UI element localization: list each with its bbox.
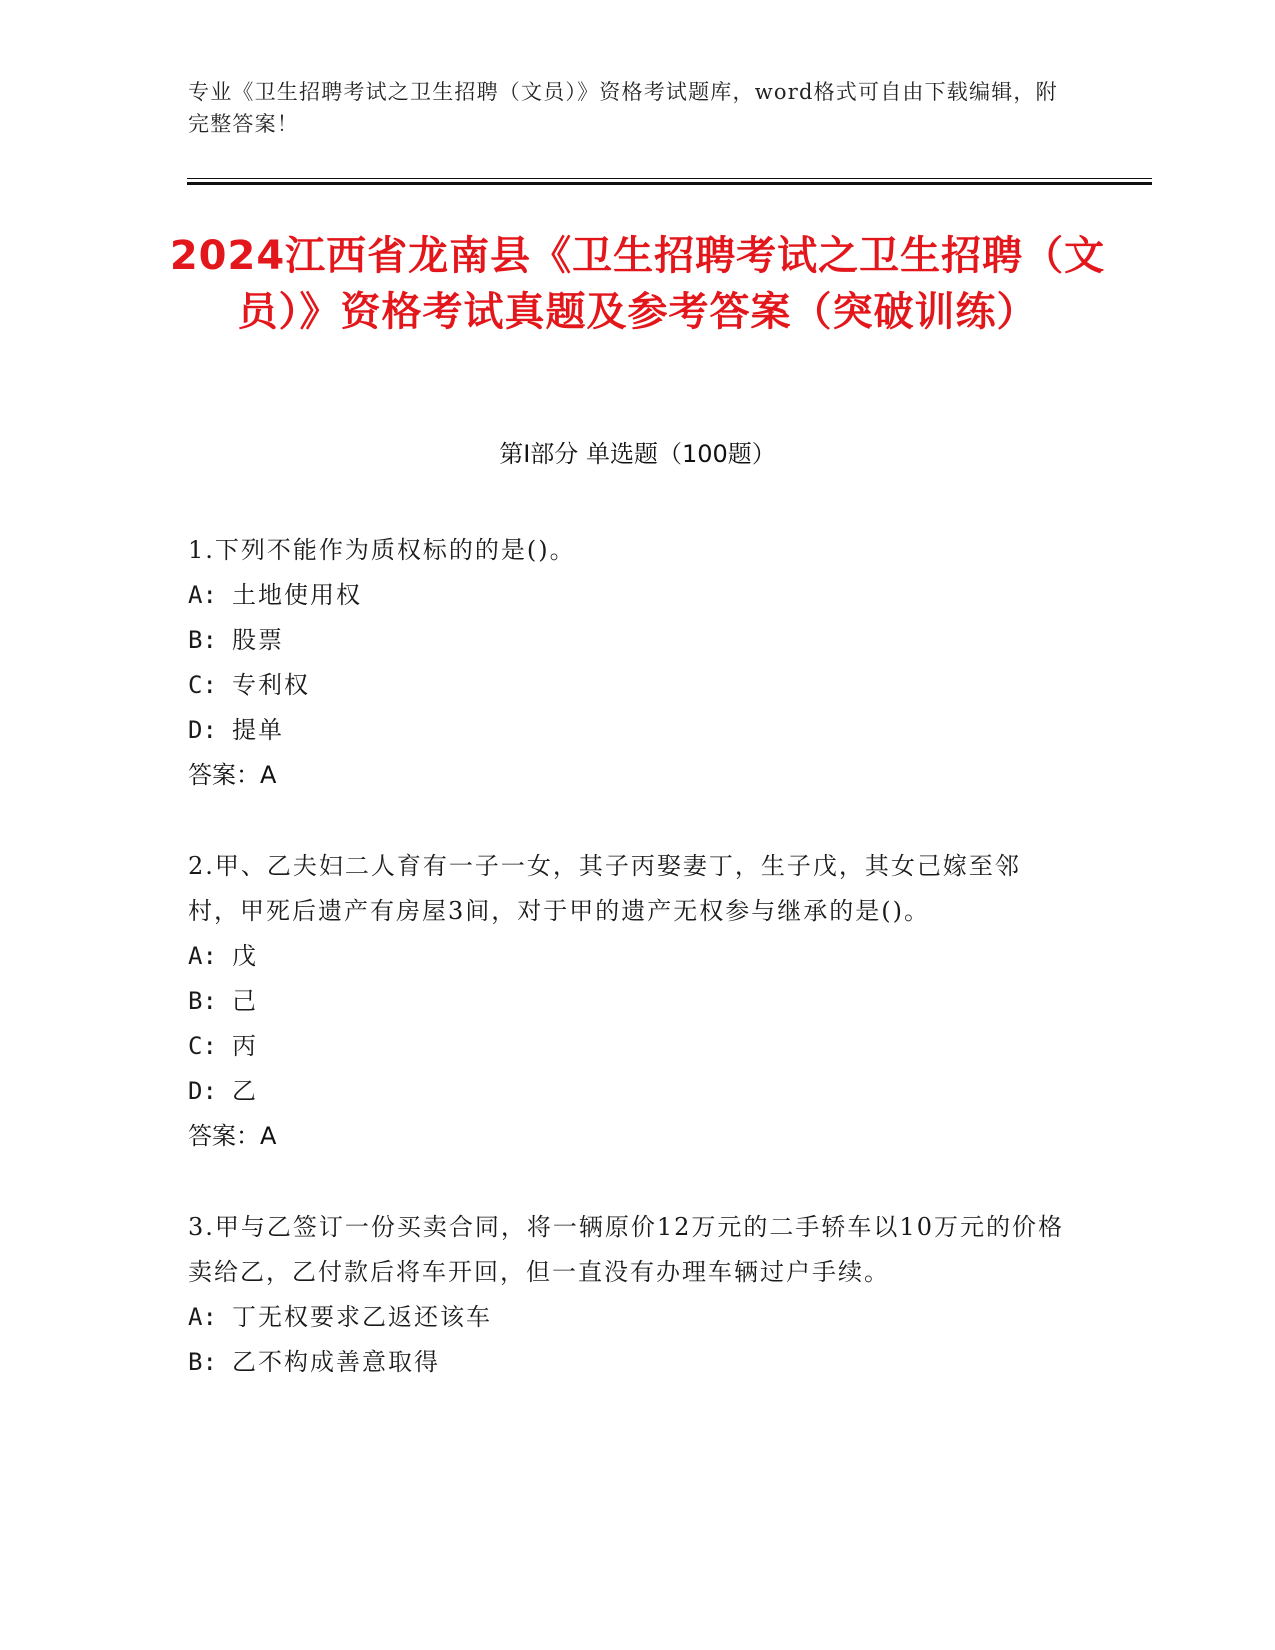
question-stem: 3.甲与乙签订一份买卖合同，将一辆原价12万元的二手轿车以10万元的价格卖给乙，乙付款后将车开回，但一直没有办理车辆过户手续。 [188, 1213, 1064, 1286]
header-note: 专业《卫生招聘考试之卫生招聘（文员）》资格考试题库，word格式可自由下载编辑，附完整答案！ [188, 80, 1058, 136]
option-text: 提单 [232, 716, 284, 744]
answer-line: 答案：A [188, 761, 277, 789]
document-title: 2024江西省龙南县《卫生招聘考试之卫生招聘（文员）》资格考试真题及参考答案（突破训练） [169, 233, 1106, 335]
option-text: 土地使用权 [232, 581, 362, 609]
option-key: B: [188, 987, 217, 1015]
option-a [188, 573, 1068, 618]
option-d [188, 1069, 1068, 1114]
header-rule-thin [187, 178, 1152, 179]
option-key: C: [188, 671, 217, 699]
option-c [188, 663, 1068, 708]
question-list [188, 528, 1068, 1431]
option-c [188, 1024, 1068, 1069]
option-text: 丙 [232, 1032, 258, 1060]
option-b [188, 1340, 1068, 1385]
option-key: A: [188, 581, 217, 609]
option-d [188, 708, 1068, 753]
option-key: C: [188, 1032, 217, 1060]
question-3 [188, 1205, 1068, 1385]
question-2 [188, 844, 1068, 1159]
header-rule-thick [187, 182, 1152, 185]
option-key: D: [188, 1077, 217, 1105]
option-text: 乙不构成善意取得 [232, 1348, 440, 1376]
question-1 [188, 528, 1068, 798]
option-text: 己 [232, 987, 258, 1015]
option-text: 丁无权要求乙返还该车 [232, 1303, 492, 1331]
option-key: A: [188, 1303, 217, 1331]
question-stem: 2.甲、乙夫妇二人育有一子一女，其子丙娶妻丁，生子戊，其女己嫁至邻村，甲死后遗产有房屋3间，对于甲的遗产无权参与继承的是()。 [188, 852, 1021, 925]
answer-line: 答案：A [188, 1122, 277, 1150]
option-a [188, 934, 1068, 979]
option-key: A: [188, 942, 217, 970]
option-text: 股票 [232, 626, 284, 654]
option-b [188, 979, 1068, 1024]
option-text: 戊 [232, 942, 258, 970]
option-a [188, 1295, 1068, 1340]
option-text: 专利权 [232, 671, 310, 699]
option-key: B: [188, 1348, 217, 1376]
option-b [188, 618, 1068, 663]
option-text: 乙 [232, 1077, 258, 1105]
question-stem: 1.下列不能作为质权标的的是()。 [188, 536, 576, 564]
option-key: B: [188, 626, 217, 654]
section-heading: 第Ⅰ部分 单选题（100题） [499, 440, 776, 468]
option-key: D: [188, 716, 217, 744]
